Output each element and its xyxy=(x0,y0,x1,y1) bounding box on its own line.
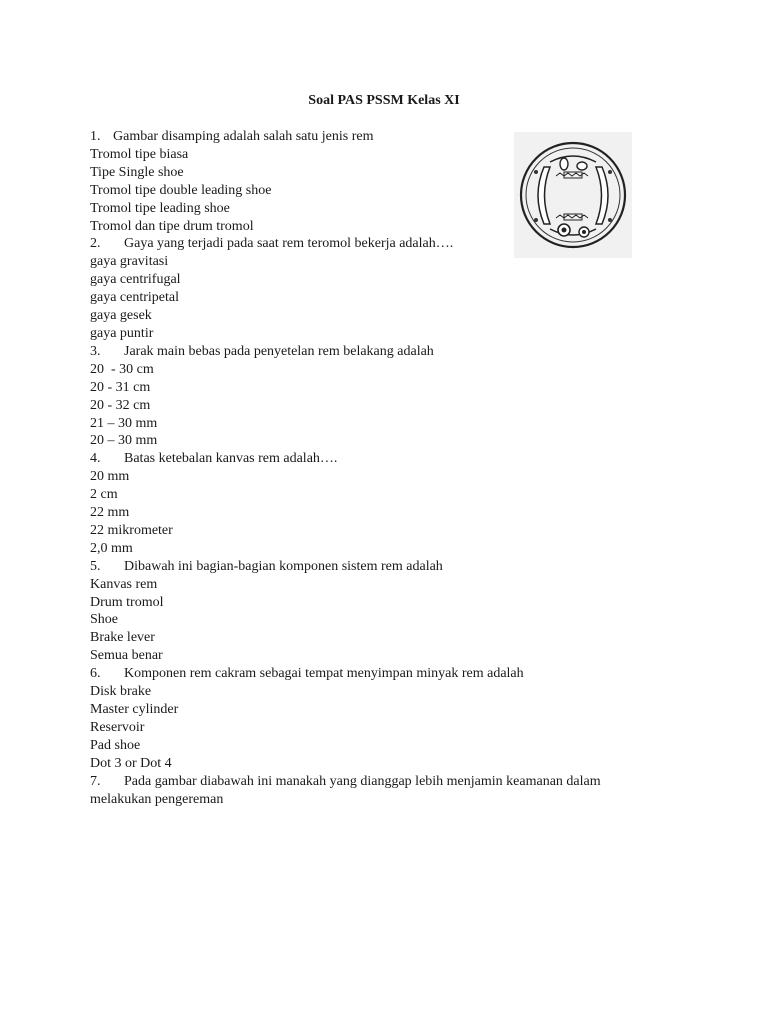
option: Shoe xyxy=(90,612,118,628)
option: 20 – 30 mm xyxy=(90,433,158,449)
option: 20 - 32 cm xyxy=(90,397,151,413)
question-text: Komponen rem cakram sebagai tempat menyimpan minyak rem adalah xyxy=(124,666,524,682)
option: 21 – 30 mm xyxy=(90,415,158,431)
page-title: Soal PAS PSSM Kelas XI xyxy=(308,93,460,108)
option: gaya gravitasi xyxy=(90,254,169,270)
option: 20 - 30 cm xyxy=(90,361,154,377)
question-2 xyxy=(90,235,650,253)
option: Master cylinder xyxy=(90,702,179,717)
question-number: 3. xyxy=(90,343,101,359)
option: gaya centripetal xyxy=(90,290,180,306)
option: Tromol tipe double leading shoe xyxy=(90,182,272,198)
option: Reservoir xyxy=(90,719,145,735)
option: Dot 3 or Dot 4 xyxy=(90,755,172,771)
option: Tipe Single shoe xyxy=(90,164,184,180)
question-text: Gaya yang terjadi pada saat rem teromol bekerja adalah…. xyxy=(124,236,454,252)
option: 2 cm xyxy=(90,487,118,503)
option: Tromol tipe leading shoe xyxy=(90,200,230,216)
question-6 xyxy=(90,665,650,683)
question-text: Batas ketebalan kanvas rem adalah…. xyxy=(124,451,338,467)
question-number: 2. xyxy=(90,236,101,252)
question-text: Jarak main bebas pada penyetelan rem belakang adalah xyxy=(124,343,434,359)
option: Tromol tipe biasa xyxy=(90,146,189,162)
option: Drum tromol xyxy=(90,594,164,610)
question-5 xyxy=(90,558,650,576)
question-number: 7. xyxy=(90,773,101,789)
question-text: Gambar disamping adalah salah satu jenis rem xyxy=(113,129,374,144)
option: Semua benar xyxy=(90,648,163,664)
question-text: Pada gambar diabawah ini manakah yang dianggap lebih menjamin keamanan dalam melakukan pengereman xyxy=(90,773,601,807)
question-list xyxy=(90,128,650,808)
question-number: 6. xyxy=(90,666,101,682)
option: Brake lever xyxy=(90,630,155,646)
question-1 xyxy=(90,128,650,146)
question-4 xyxy=(90,450,650,468)
option: gaya gesek xyxy=(90,308,152,324)
option: Kanvas rem xyxy=(90,576,158,592)
option: 20 - 31 cm xyxy=(90,379,151,395)
option: 20 mm xyxy=(90,469,130,485)
option: gaya puntir xyxy=(90,325,154,341)
option: gaya centrifugal xyxy=(90,272,181,288)
question-3 xyxy=(90,343,650,361)
option: Pad shoe xyxy=(90,737,141,753)
question-number: 4. xyxy=(90,451,101,467)
question-number: 5. xyxy=(90,558,101,574)
option: 2,0 mm xyxy=(90,540,133,556)
option: 22 mikrometer xyxy=(90,522,173,538)
question-text: Dibawah ini bagian-bagian komponen sistem rem adalah xyxy=(124,558,443,574)
question-7 xyxy=(90,773,650,809)
option: Tromol dan tipe drum tromol xyxy=(90,218,254,234)
option: Disk brake xyxy=(90,684,152,700)
question-number: 1. xyxy=(90,129,101,144)
option: 22 mm xyxy=(90,505,130,521)
